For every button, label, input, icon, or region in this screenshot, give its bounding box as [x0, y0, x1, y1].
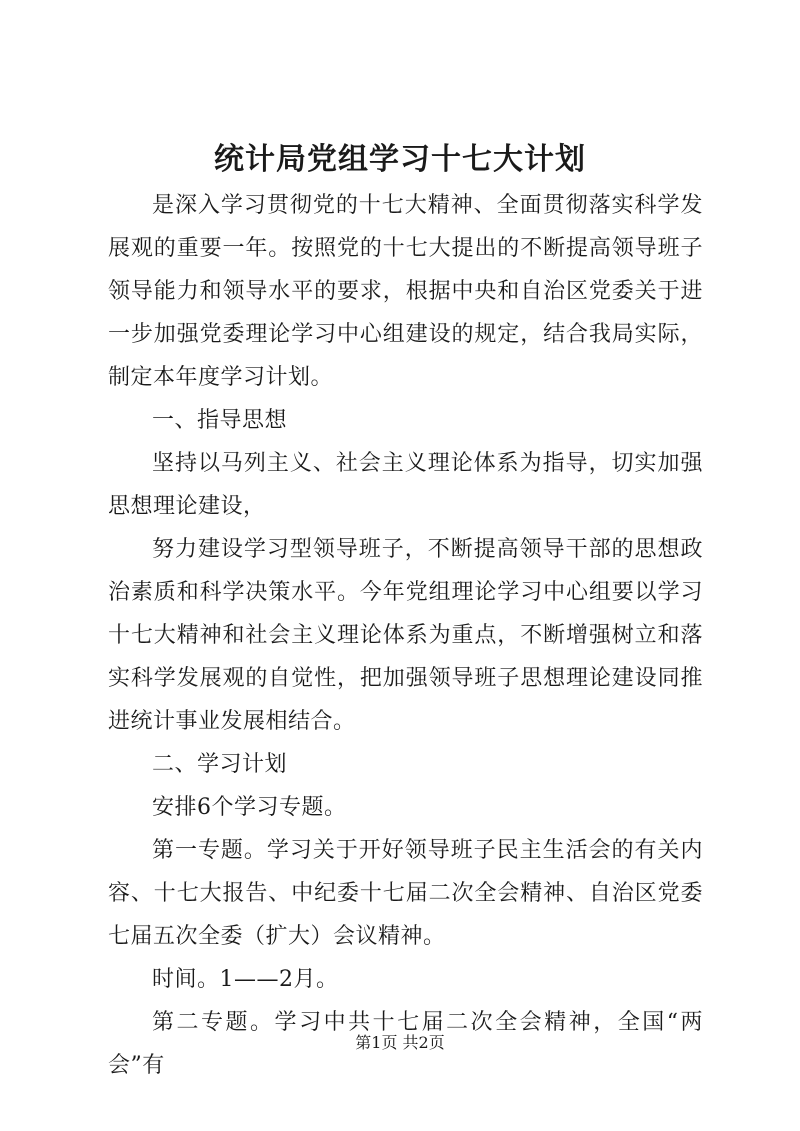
paragraph-topic-one: 第一专题。学习关于开好领导班子民主生活会的有关内容、十七大报告、中纪委十七届二次全会精神、自治区党委七届五次全委（扩大）会议精神。 [108, 838, 703, 949]
section-heading-study-plan: 二、学习计划 [152, 752, 288, 777]
paragraph-topic-two: 第二专题。学习中共十七届二次全会精神，全国“两会”有 [108, 1010, 703, 1078]
paragraph-leadership-building: 努力建设学习型领导班子，不断提高领导干部的思想政治素质和科学决策水平。今年党组理论学习中心组要以学习十七大精神和社会主义理论体系为重点，不断增强树立和落实科学发展观的自觉性，把加强领导班子思想理论建设同推进统计事业发展相结合。 [108, 537, 703, 734]
paragraph-guiding-ideology: 坚持以马列主义、社会主义理论体系为指导，切实加强思想理论建设， [108, 451, 703, 519]
paragraph-topic-count: 安排6个学习专题。 [152, 795, 347, 820]
paragraph-topic-one-time: 时间。1——2月。 [152, 967, 339, 992]
paragraph-intro: 是深入学习贯彻党的十七大精神、全面贯彻落实科学发展观的重要一年。按照党的十七大提出的不断提高领导班子领导能力和领导水平的要求，根据中央和自治区党委关于进一步加强党委理论学习中心组建设的规定，结合我局实际，制定本年度学习计划。 [108, 193, 703, 390]
document-title: 统计局党组学习十七大计划 [214, 142, 586, 177]
page-number-footer: 第1页 共2页 [355, 1033, 445, 1052]
section-heading-guiding-ideology: 一、指导思想 [152, 408, 288, 433]
document-body [108, 184, 703, 1087]
